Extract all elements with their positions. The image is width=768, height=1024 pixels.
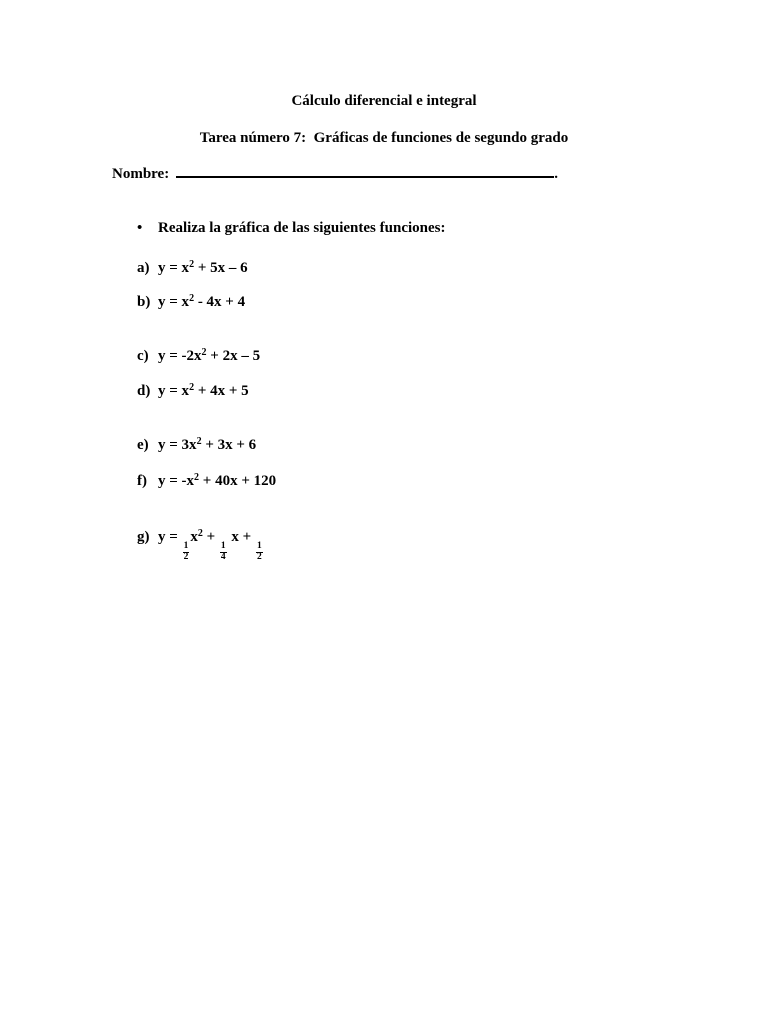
equation: $y = -x^2 + 40x + 120$ [158,472,277,489]
instruction-text: Realiza la gráfica de las siguientes funciones: [158,220,446,236]
bullet-marker: • [137,220,143,236]
superscript: 2 [196,436,202,447]
item-label: e) [137,437,149,453]
item-label: d) [137,383,151,399]
item-label: f) [137,473,147,489]
exercise-item [137,469,276,490]
exercise-item [137,290,245,311]
instruction-row [137,219,445,237]
exercise-item [137,433,256,454]
equation: $y = x^2 - 4x + 4$ [158,293,246,310]
name-label: Nombre: [112,166,170,182]
item-label: c) [137,348,149,364]
superscript: 2 [201,347,207,358]
superscript: 2 [189,382,195,393]
superscript: 2 [194,472,200,483]
item-label: a) [137,260,150,276]
equation: $y = 3x^2 + 3x + 6$ [158,436,257,453]
fraction: $\frac{1}{4}$ [220,541,226,562]
item-label: g) [137,529,150,545]
fraction: $\frac{1}{2}$ [256,541,262,562]
exercise-item [137,256,248,277]
fraction: $\frac{1}{2}$ [183,541,189,562]
superscript: 2 [189,259,195,270]
equation: $y = -2x^2 + 2x - 5$ [158,347,261,364]
equation: y = $\frac{1}{2}$ $x^2$ + $\frac{1}{4}$ x + $\frac{1}{2}$ [158,528,262,562]
name-row [112,163,558,183]
name-blank-line [176,163,554,178]
document-title: Cálculo diferencial e integral [291,93,477,109]
exercise-item [137,525,264,562]
assignment-subtitle: Tarea número 7: Gráficas de funciones de segundo grado [199,130,569,146]
equation: $y = x^2 + 4x + 5$ [158,382,249,399]
superscript: 2 [189,293,195,304]
superscript: 2 [197,528,203,539]
exercise-item [137,379,249,400]
exercise-item [137,344,260,365]
equation: $y = x^2 + 5x - 6$ [158,259,248,276]
line-end-period: . [554,166,558,182]
item-label: b) [137,294,151,310]
